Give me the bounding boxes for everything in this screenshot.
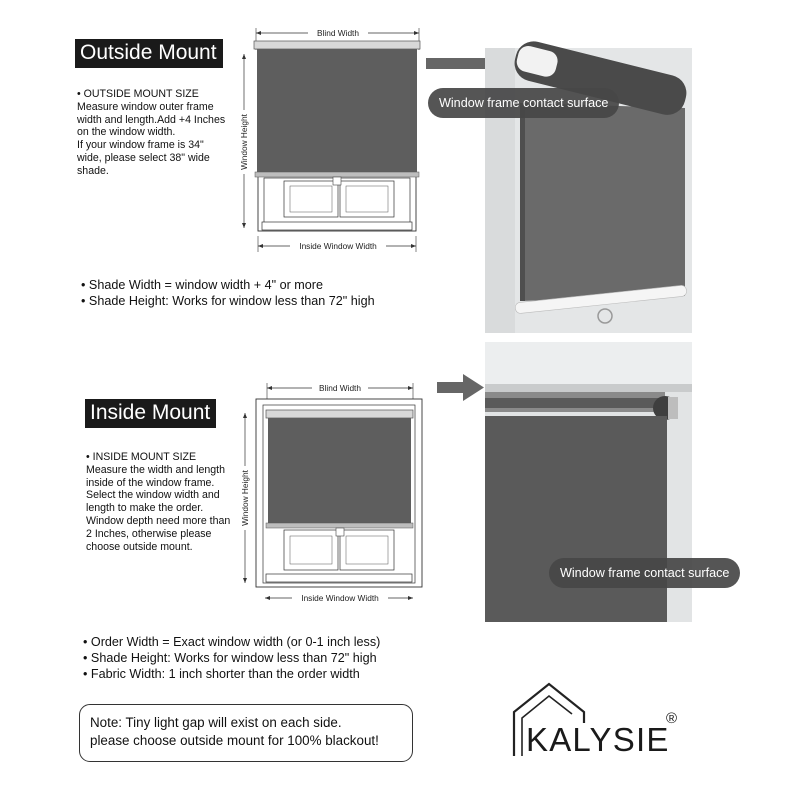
outside-mount-description: [77, 88, 225, 178]
outside-mount-bullets: [81, 278, 375, 310]
desc-line: • INSIDE MOUNT SIZE: [86, 451, 197, 463]
desc-line: on the window width.: [77, 126, 176, 139]
desc-line: wide, please select 38" wide: [77, 151, 210, 164]
list-item: • Order Width = Exact window width (or 0-1 inch less): [83, 635, 380, 651]
inside-mount-title: Inside Mount: [85, 399, 216, 428]
outside-mount-photo: [439, 48, 692, 333]
desc-line: shade.: [77, 164, 109, 177]
list-item: • Shade Height: Works for window less than 72" high: [81, 294, 375, 310]
window-height-label: Window Height: [239, 114, 249, 170]
blind-width-label: Blind Width: [317, 28, 359, 38]
inside-mount-bullets: [83, 635, 380, 682]
desc-line: choose outside mount.: [86, 540, 193, 553]
desc-line: inside of the window frame.: [86, 476, 215, 489]
desc-line: • OUTSIDE MOUNT SIZE: [77, 88, 199, 100]
outside-mount-diagram: [238, 24, 438, 256]
brand-name: KALYSIE: [526, 721, 670, 758]
window-height-label: Window Height: [240, 470, 250, 526]
outside-mount-title: Outside Mount: [75, 39, 223, 68]
desc-line: Measure window outer frame: [77, 100, 214, 113]
desc-line: width and length.Add +4 Inches: [77, 113, 226, 126]
list-item: • Fabric Width: 1 inch shorter than the order width: [83, 667, 380, 683]
inside-window-width-label: Inside Window Width: [299, 241, 377, 251]
note-box: [79, 704, 413, 762]
note-line: please choose outside mount for 100% blackout!: [90, 733, 379, 748]
inside-window-width-label: Inside Window Width: [301, 593, 379, 603]
desc-line: Select the window width and: [86, 489, 220, 502]
blind-width-label: Blind Width: [319, 383, 361, 393]
inside-mount-photo: [485, 342, 730, 622]
desc-line: Window depth need more than: [86, 514, 231, 527]
list-item: • Shade Height: Works for window less than 72" high: [83, 651, 380, 667]
desc-line: Measure the width and length: [86, 463, 225, 476]
inside-mount-description: [86, 451, 230, 553]
contact-surface-label: Window frame contact surface: [428, 88, 619, 118]
arrow-right-icon: [436, 373, 486, 403]
registered-mark: ®: [666, 710, 678, 727]
desc-line: length to make the order.: [86, 502, 204, 515]
note-line: Note: Tiny light gap will exist on each side.: [90, 715, 342, 730]
contact-surface-label: Window frame contact surface: [549, 558, 740, 588]
desc-line: 2 Inches, otherwise please: [86, 527, 212, 540]
desc-line: If your window frame is 34": [77, 139, 204, 152]
inside-mount-diagram: [238, 378, 438, 608]
list-item: • Shade Width = window width + 4" or more: [81, 278, 375, 294]
